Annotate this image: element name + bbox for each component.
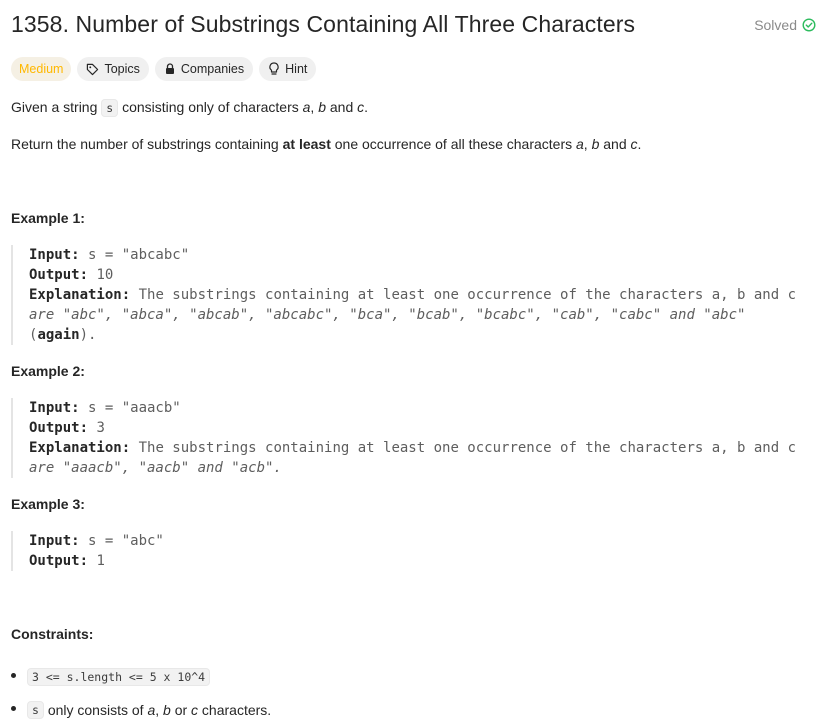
example-output-line (29, 418, 796, 438)
example-input-line (29, 398, 796, 418)
text: or (170, 701, 192, 718)
companies-label: Companies (180, 62, 245, 76)
list-item (11, 693, 271, 726)
char-a: a (302, 99, 311, 115)
text: , (155, 701, 164, 718)
input-label: Input: (29, 533, 80, 549)
list-item (11, 660, 271, 693)
char-b: b (591, 136, 600, 152)
char-c: c (630, 136, 638, 152)
text: only consists of (43, 701, 148, 718)
problem-title[interactable]: 1358. Number of Substrings Containing All Three Characters (11, 11, 636, 37)
constraints-heading: Constraints: (11, 626, 94, 642)
topics-label: Topics (104, 62, 140, 76)
solved-label: Solved (754, 17, 797, 33)
text: . (637, 136, 642, 152)
char-a: a (576, 136, 584, 152)
char-b: b (318, 99, 326, 115)
explanation-text: are "aaacb", "aacb" and "acb". (29, 460, 282, 476)
bold-text: at least (282, 136, 331, 152)
example-explanation-line (29, 305, 796, 325)
example-output-line (29, 551, 164, 571)
text: consisting only of characters (118, 99, 303, 115)
example-1-heading: Example 1: (11, 210, 85, 226)
output-label: Output: (29, 267, 89, 283)
text: Return the number of substrings containing (11, 136, 283, 152)
example-3-heading: Example 3: (11, 496, 85, 512)
input-label: Input: (29, 400, 80, 416)
text: and (599, 136, 631, 152)
output-value: 1 (88, 553, 105, 569)
difficulty-badge (11, 57, 71, 81)
lock-icon (164, 63, 176, 75)
char-c: c (191, 701, 199, 718)
text: , (310, 99, 319, 115)
input-label: Input: (29, 247, 80, 263)
text: characters. (198, 701, 272, 718)
tag-row (11, 57, 316, 81)
constraint-code: 3 <= s.length <= 5 x 10^4 (27, 668, 210, 686)
char-c: c (357, 99, 365, 115)
difficulty-label: Medium (19, 62, 64, 76)
explanation-text: The substrings containing at least one occurrence of the characters a, b and c (130, 287, 797, 303)
output-label: Output: (29, 420, 89, 436)
input-value: s = "abcabc" (79, 247, 190, 263)
example-explanation-line (29, 325, 796, 345)
text: one occurrence of all these characters (330, 136, 576, 152)
explanation-label: Explanation: (29, 440, 131, 456)
hint-label: Hint (285, 62, 308, 76)
char-a: a (147, 701, 156, 718)
companies-button[interactable] (155, 57, 253, 81)
text: , (583, 136, 592, 152)
output-label: Output: (29, 553, 89, 569)
check-circle-icon (802, 18, 816, 32)
input-value: s = "abc" (79, 533, 164, 549)
solved-status (754, 17, 816, 33)
example-explanation-line (29, 438, 796, 458)
hint-button[interactable] (259, 57, 316, 81)
output-value: 3 (88, 420, 105, 436)
text: . (364, 99, 369, 115)
text: and (326, 99, 358, 115)
description-paragraph-1 (11, 99, 368, 115)
inline-code-s: s (101, 99, 118, 117)
char-b: b (163, 701, 171, 718)
description-paragraph-2 (11, 136, 641, 152)
example-2-block (11, 398, 796, 478)
example-input-line (29, 245, 796, 265)
explanation-text: The substrings containing at least one occurrence of the characters a, b and c (130, 440, 797, 456)
example-input-line (29, 531, 164, 551)
lightbulb-icon (268, 62, 280, 76)
example-explanation-line (29, 458, 796, 478)
explanation-text: are "abc", "abca", "abcab", "abcabc", "bca", "bcab", "bcabc", "cab", "cabc" and "abc" (29, 307, 746, 323)
tag-icon (86, 63, 99, 76)
example-1-block (11, 245, 796, 345)
inline-code-s: s (27, 701, 44, 719)
input-value: s = "aaacb" (79, 400, 181, 416)
output-value: 10 (88, 267, 114, 283)
topics-button[interactable] (77, 57, 148, 81)
example-output-line (29, 265, 796, 285)
text: Given a string (11, 99, 102, 115)
example-3-block (11, 531, 164, 571)
example-2-heading: Example 2: (11, 363, 85, 379)
explanation-text: ). (79, 327, 97, 343)
explanation-text: ( (29, 327, 38, 343)
explanation-label: Explanation: (29, 287, 131, 303)
explanation-bold: again (37, 327, 80, 343)
example-explanation-line (29, 285, 796, 305)
constraints-list (11, 660, 271, 726)
